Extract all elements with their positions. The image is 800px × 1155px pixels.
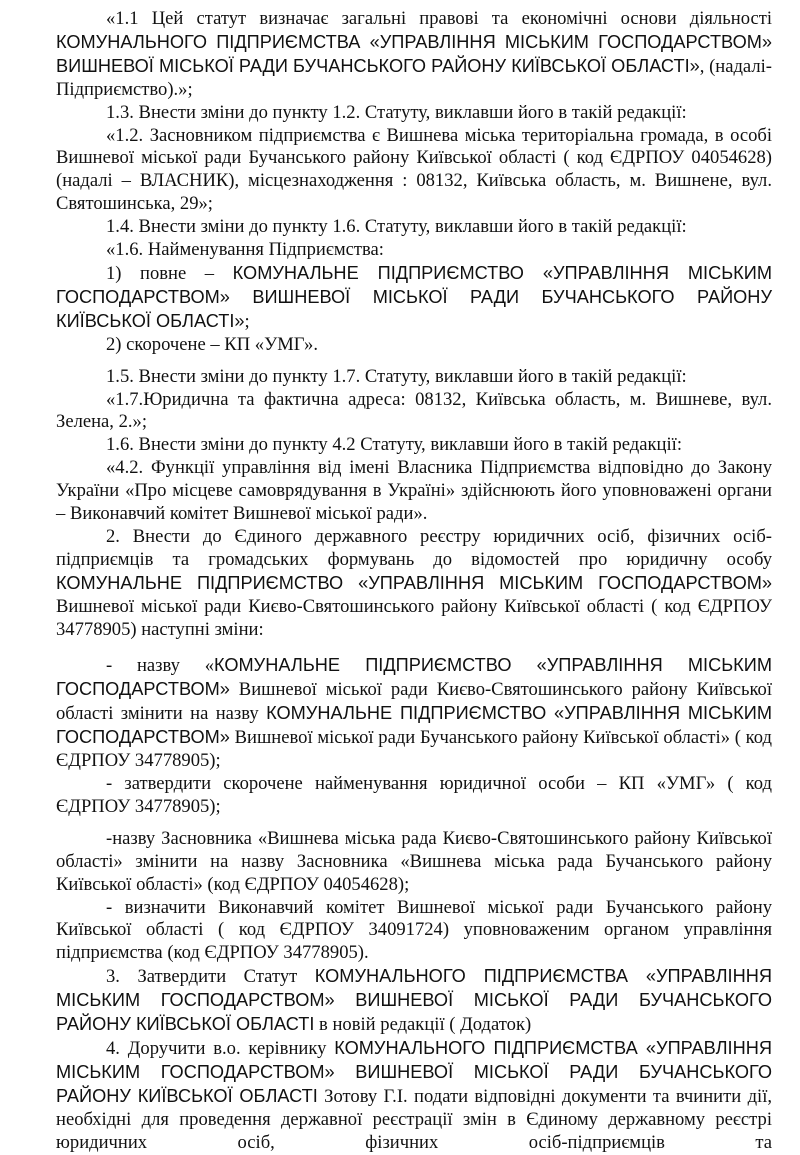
paragraph-p08 (56, 366, 772, 389)
text-run: 1.4. Внести зміни до пункту 1.6. Статуту, виклавши його в такій редакції: (106, 216, 687, 238)
document-body (56, 8, 772, 1155)
text-run: - затвердити скорочене найменування юридичної особи – КП «УМГ» ( код ЄДРПОУ 34778905); (56, 773, 772, 817)
paragraph-p02 (56, 102, 772, 125)
text-run: «1.7.Юридична та фактична адреса: 08132, Київська область, м. Вишневе, вул. Зелена, 2.»; (56, 388, 772, 433)
entity-name: КОМУНАЛЬНОГО ПІДПРИЄМСТВА «УПРАВЛІННЯ МІСЬКИМ ГОСПОДАРСТВОМ» ВИШНЕВОЇ МІСЬКОЇ РАДИ БУЧАНСЬКОГО РАЙОНУ КИЇВСЬКОЇ ОБЛАСТІ» (56, 31, 772, 76)
paragraph-p15 (56, 828, 772, 897)
text-run: «1.6. Найменування Підприємства: (106, 239, 384, 261)
text-run: «4.2. Функції управління від імені Власника Підприємства відповідно до Закону України «Про місцеве самоврядування в Україні» здійснюють його уповноважені органи – Виконавчий комітет Вишневої міської ради». (56, 457, 772, 525)
text-run: -назву Засновника «Вишнева міська рада Києво-Святошинського району Київської області» змінити на назву Засновника «Вишнева міська рада Бучанського району Київської області» (код ЄДРПОУ 04054628); (56, 827, 772, 895)
text-run: Вишневої міської ради Києво-Святошинського району Київської області ( код ЄДРПОУ 34778905) наступні зміни: (56, 595, 772, 640)
paragraph-p13 (56, 654, 772, 773)
entity-name: КОМУНАЛЬНОГО ПІДПРИЄМСТВА «УПРАВЛІННЯ МІСЬКИМ ГОСПОДАРСТВОМ» ВИШНЕВОЇ МІСЬКОЇ РАДИ БУЧАНСЬКОГО РАЙОНУ КИЇВСЬКОЇ ОБЛАСТІ (56, 1037, 773, 1106)
text-run: ; (244, 310, 250, 332)
paragraph-p12 (56, 526, 772, 642)
paragraph-p18 (56, 1037, 772, 1155)
entity-name: КОМУНАЛЬНЕ ПІДПРИЄМСТВО «УПРАВЛІННЯ МІСЬКИМ ГОСПОДАРСТВОМ» (56, 703, 772, 748)
text-run: Вишневої міської ради Бучанського району Київської області» ( код ЄДРПОУ 34778905); (56, 727, 772, 772)
entity-name: КОМУНАЛЬНОГО ПІДПРИЄМСТВА «УПРАВЛІННЯ МІСЬКИМ ГОСПОДАРСТВОМ» ВИШНЕВОЇ МІСЬКОЇ РАДИ БУЧАНСЬКОГО РАЙОНУ КИЇВСЬКОЇ ОБЛАСТІ (56, 966, 772, 1035)
paragraph-p03 (56, 125, 772, 217)
entity-name: КОМУНАЛЬНЕ ПІДПРИЄМСТВО «УПРАВЛІННЯ МІСЬКИМ ГОСПОДАРСТВОМ» (56, 572, 772, 593)
paragraph-p09 (56, 389, 772, 435)
text-run: Вишневої міської ради Києво-Святошинського району Київської області змінити на назву (56, 679, 772, 725)
paragraph-p17 (56, 965, 772, 1037)
entity-name: КОМУНАЛЬНЕ ПІДПРИЄМСТВО «УПРАВЛІННЯ МІСЬКИМ ГОСПОДАРСТВОМ» ВИШНЕВОЇ МІСЬКОЇ РАДИ БУЧАНСЬКОГО РАЙОНУ КИЇВСЬКОЇ ОБЛАСТІ» (56, 262, 772, 331)
text-run: «1.2. Засновником підприємства є Вишнева міська територіальна громада, в особі Вишневої міської ради Бучанського району Київської області ( код ЄДРПОУ 04054628) (надалі – ВЛАСНИК), місцезнаходження : 08132, Київська область, м. Вишнене, вул. Святошинська, 29»; (56, 124, 772, 215)
paragraph-p07 (56, 334, 772, 357)
text-run: 2) скорочене – КП «УМГ». (106, 333, 318, 355)
text-run: 1) повне – (106, 262, 233, 284)
paragraph-p10 (56, 434, 772, 457)
text-run: 1.3. Внести зміни до пункту 1.2. Статуту, виклавши його в такій редакції: (106, 101, 687, 123)
text-run: 4. Доручити в.о. керівнику (106, 1037, 335, 1059)
paragraph-p06 (56, 262, 772, 334)
paragraph-p11 (56, 457, 772, 526)
paragraph-p16 (56, 897, 772, 966)
text-run: , (надалі- Підприємство).»; (56, 55, 772, 100)
text-run: - визначити Виконавчий комітет Вишневої міської ради Бучанського району Київської області ( код ЄДРПОУ 34091724) уповноваженим органом управління підприємства (код ЄДРПОУ 34778905). (56, 896, 772, 964)
text-run: Зотову Г.І. подати відповідні документи та вчинити дії, необхідні для проведення державної реєстрації змін в Єдиному державному реєстрі юридичних осіб, фізичних осіб-підприємців та (56, 1085, 773, 1153)
paragraph-p04 (56, 216, 772, 239)
paragraph-p01 (56, 8, 772, 102)
entity-name: КОМУНАЛЬНЕ ПІДПРИЄМСТВО «УПРАВЛІННЯ МІСЬКИМ ГОСПОДАРСТВОМ» (56, 655, 772, 700)
text-run: - назву « (106, 655, 214, 677)
text-run: в новій редакції ( Додаток) (314, 1014, 532, 1036)
text-run: «1.1 Цей статут визначає загальні правові та економічні основи діяльності (106, 8, 772, 29)
paragraph-p14 (56, 773, 772, 819)
paragraph-p05 (56, 239, 772, 262)
text-run: 1.5. Внести зміни до пункту 1.7. Статуту, виклавши його в такій редакції: (106, 365, 687, 387)
text-run: 2. Внести до Єдиного державного реєстру юридичних осіб, фізичних осіб-підприємців та громадських формувань до відомостей про юридичну особу (56, 525, 772, 570)
text-run: 3. Затвердити Статут (106, 966, 315, 988)
text-run: 1.6. Внести зміни до пункту 4.2 Статуту, виклавши його в такій редакції: (106, 434, 683, 456)
